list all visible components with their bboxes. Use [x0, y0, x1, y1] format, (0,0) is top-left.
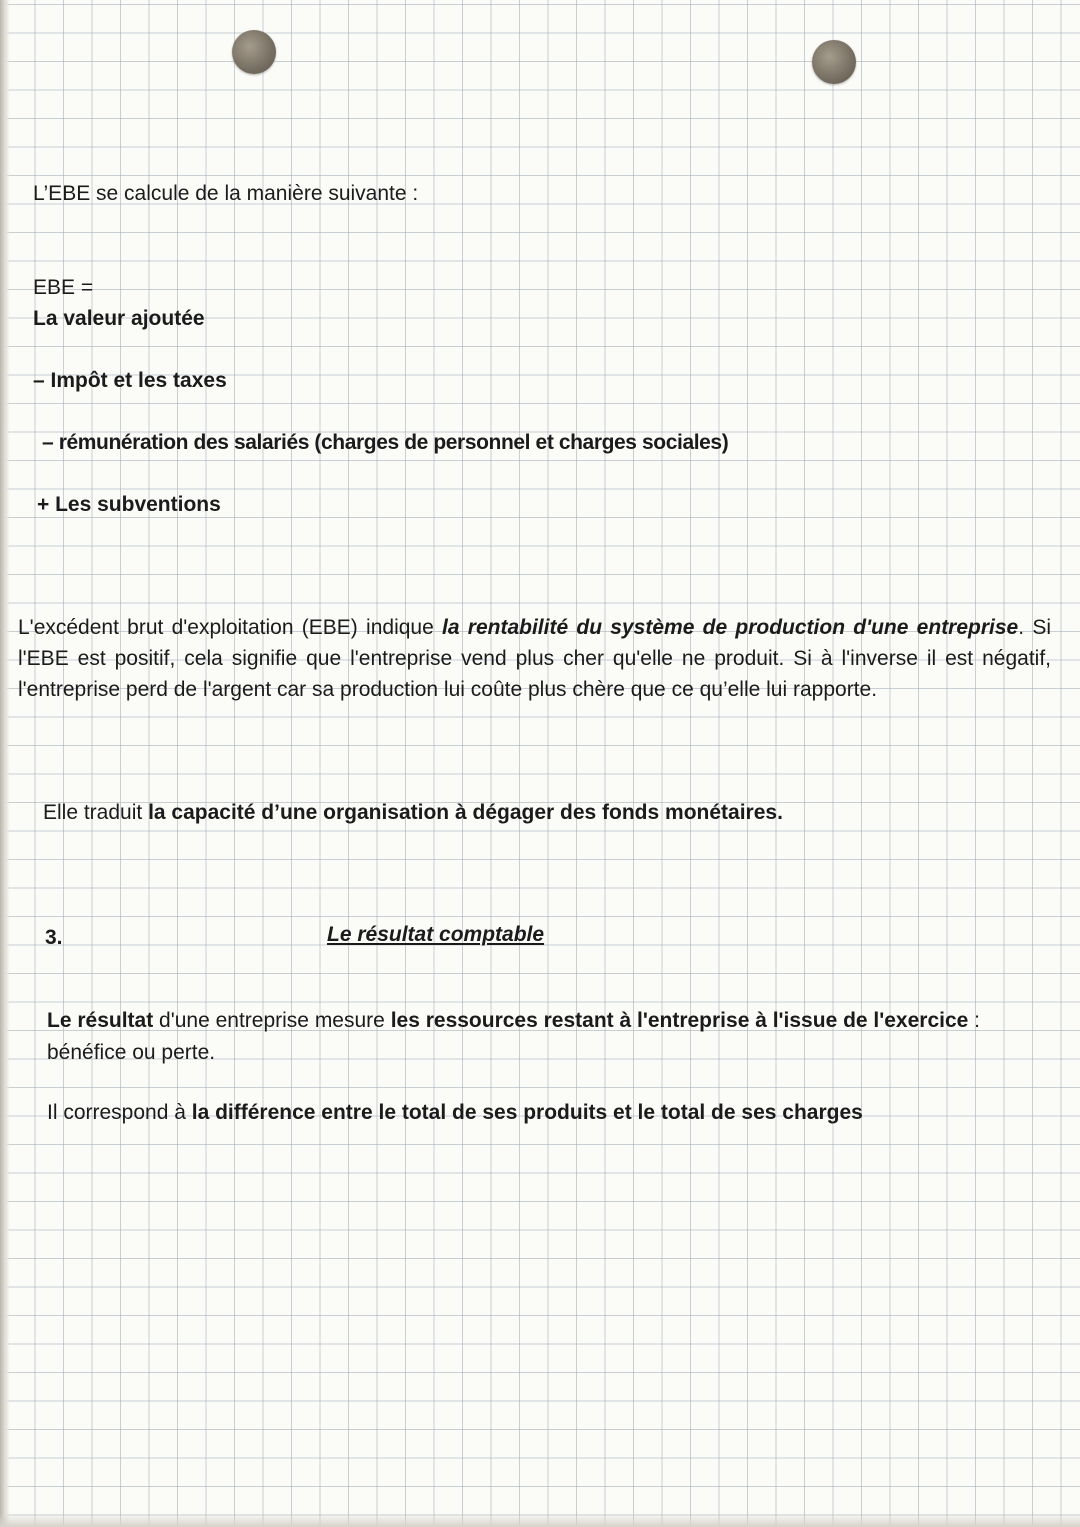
- page-bottom-edge: [0, 1513, 1080, 1527]
- formula-minus-taxes: – Impôt et les taxes: [33, 369, 227, 392]
- formula-base: La valeur ajoutée: [33, 307, 205, 330]
- capacity-sentence: [43, 800, 783, 826]
- definition-part1: L'excédent brut d'exploitation (EBE) indique: [18, 616, 443, 639]
- difference-bold: la différence entre le total de ses produits et le total de ses charges: [191, 1101, 863, 1124]
- intro-text: L’EBE se calcule de la manière suivante :: [33, 182, 419, 205]
- result-line2: bénéfice ou perte.: [47, 1041, 216, 1064]
- section-number: 3.: [45, 926, 63, 949]
- section-title: Le résultat comptable: [327, 923, 545, 946]
- result-text1: d'une entreprise mesure: [153, 1009, 391, 1032]
- definition-emphasis: la rentabilité du système de production d'une entreprise: [442, 616, 1019, 639]
- result-text2: :: [968, 1009, 981, 1032]
- page-left-edge: [0, 0, 10, 1527]
- difference-prefix: Il correspond à: [47, 1101, 192, 1124]
- difference-sentence: [47, 1100, 863, 1126]
- definition-part2: . Si l'EBE est positif, cela signifie que l'entreprise vend plus cher qu'elle ne produit. Si à l'inverse il est négatif, l'entreprise perd de l'argent car sa production lui coûte plus chère que ce qu’elle lui rapporte.: [18, 616, 1051, 701]
- punch-hole: [232, 30, 276, 74]
- capacity-bold: la capacité d’une organisation à dégager des fonds monétaires.: [148, 801, 783, 824]
- formula-label: EBE =: [33, 276, 94, 299]
- formula-minus-salaries: – rémunération des salariés (charges de personnel et charges sociales): [42, 431, 729, 454]
- punch-hole: [812, 40, 856, 84]
- result-bold1: Le résultat: [47, 1009, 154, 1032]
- result-bold2: les ressources restant à l'entreprise à l'issue de l'exercice: [390, 1009, 969, 1032]
- formula-plus-subsidies: + Les subventions: [37, 493, 221, 516]
- capacity-prefix: Elle traduit: [43, 801, 149, 824]
- result-sentence: [47, 1008, 980, 1034]
- ebe-definition-paragraph: [18, 612, 1051, 705]
